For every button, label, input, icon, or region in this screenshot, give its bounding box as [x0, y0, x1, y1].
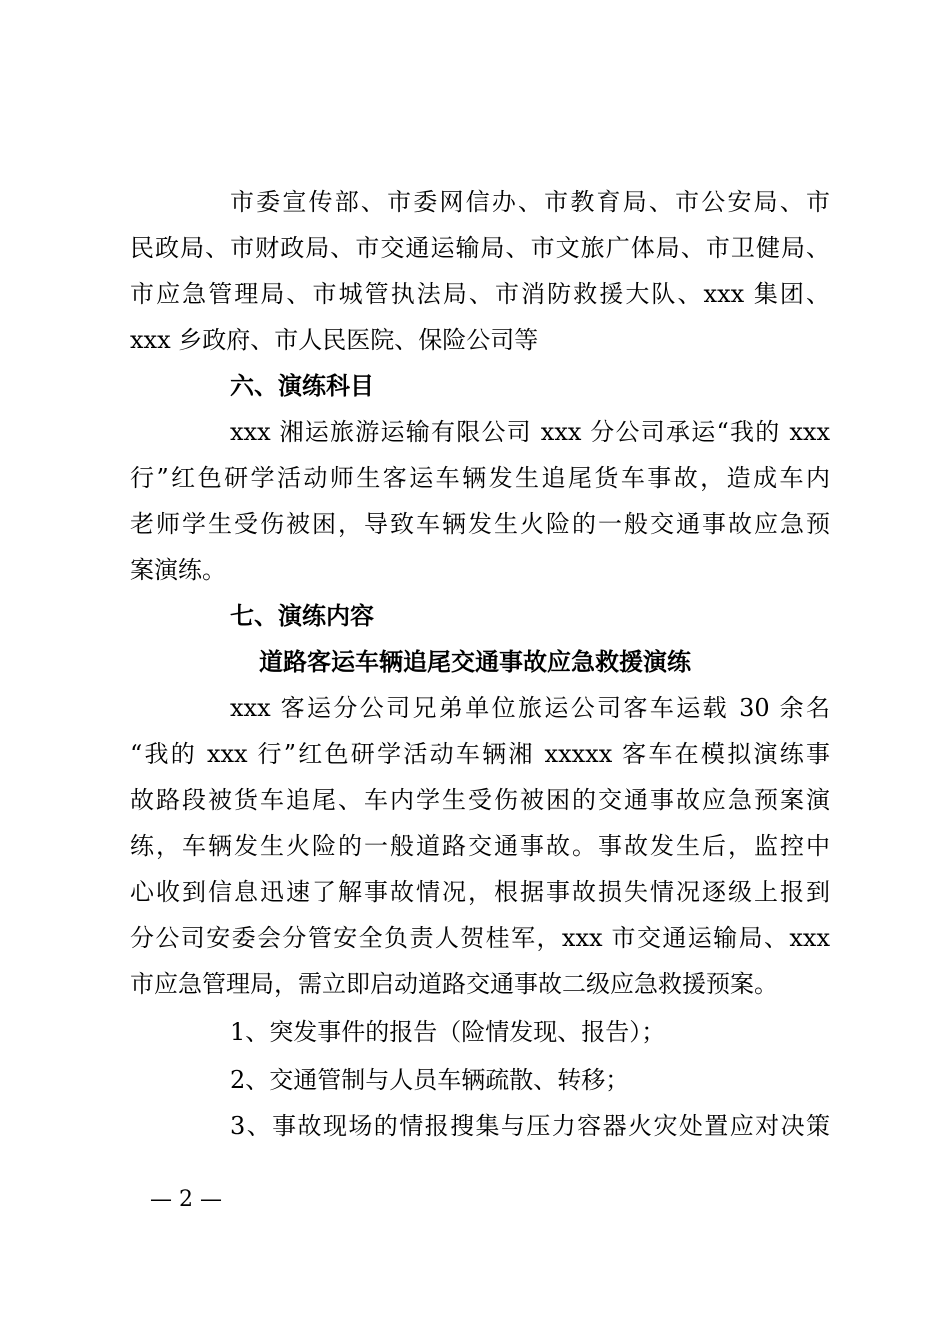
section-7-subtitle: 道路客运车辆追尾交通事故应急救援演练: [259, 647, 691, 676]
section-7-line-6: 分公司安委会分管安全负责人贺桂军，xxx 市交通运输局、xxx: [130, 924, 830, 952]
section-7-line-4: 练，车辆发生火险的一般道路交通事故。事故发生后，监控中: [130, 832, 830, 860]
participants-line-1: 市委宣传部、市委网信办、市教育局、市公安局、市: [230, 188, 830, 216]
page-number: — 2 —: [150, 1187, 222, 1212]
list-item-2: 2、交通管制与人员车辆疏散、转移；: [230, 1066, 630, 1094]
section-7-heading: 七、演练内容: [230, 602, 374, 630]
participants-line-4: xxx 乡政府、市人民医院、保险公司等: [130, 326, 539, 354]
section-6-line-4: 案演练。: [130, 556, 226, 584]
section-7-line-2: “我的 xxx 行”红色研学活动车辆湘 xxxxx 客车在模拟演练事: [130, 740, 830, 768]
list-item-3: 3、事故现场的情报搜集与压力容器火灾处置应对决策: [230, 1112, 830, 1140]
section-6-heading: 六、演练科目: [230, 372, 374, 400]
section-6-line-2: 行”红色研学活动师生客运车辆发生追尾货车事故，造成车内: [130, 464, 830, 492]
section-6-line-3: 老师学生受伤被困，导致车辆发生火险的一般交通事故应急预: [130, 510, 830, 538]
section-7-line-5: 心收到信息迅速了解事故情况，根据事故损失情况逐级上报到: [130, 878, 830, 906]
participants-line-3: 市应急管理局、市城管执法局、市消防救援大队、xxx 集团、: [130, 280, 830, 308]
participants-line-2: 民政局、市财政局、市交通运输局、市文旅广体局、市卫健局、: [130, 234, 830, 262]
section-6-line-1: xxx 湘运旅游运输有限公司 xxx 分公司承运“我的 xxx: [230, 418, 830, 446]
list-item-1: 1、突发事件的报告（险情发现、报告）；: [230, 1018, 666, 1046]
section-7-line-1: xxx 客运分公司兄弟单位旅运公司客车运载 30 余名: [230, 694, 830, 722]
section-7-line-7: 市应急管理局，需立即启动道路交通事故二级应急救援预案。: [130, 970, 778, 998]
section-7-line-3: 故路段被货车追尾、车内学生受伤被困的交通事故应急预案演: [130, 786, 830, 814]
